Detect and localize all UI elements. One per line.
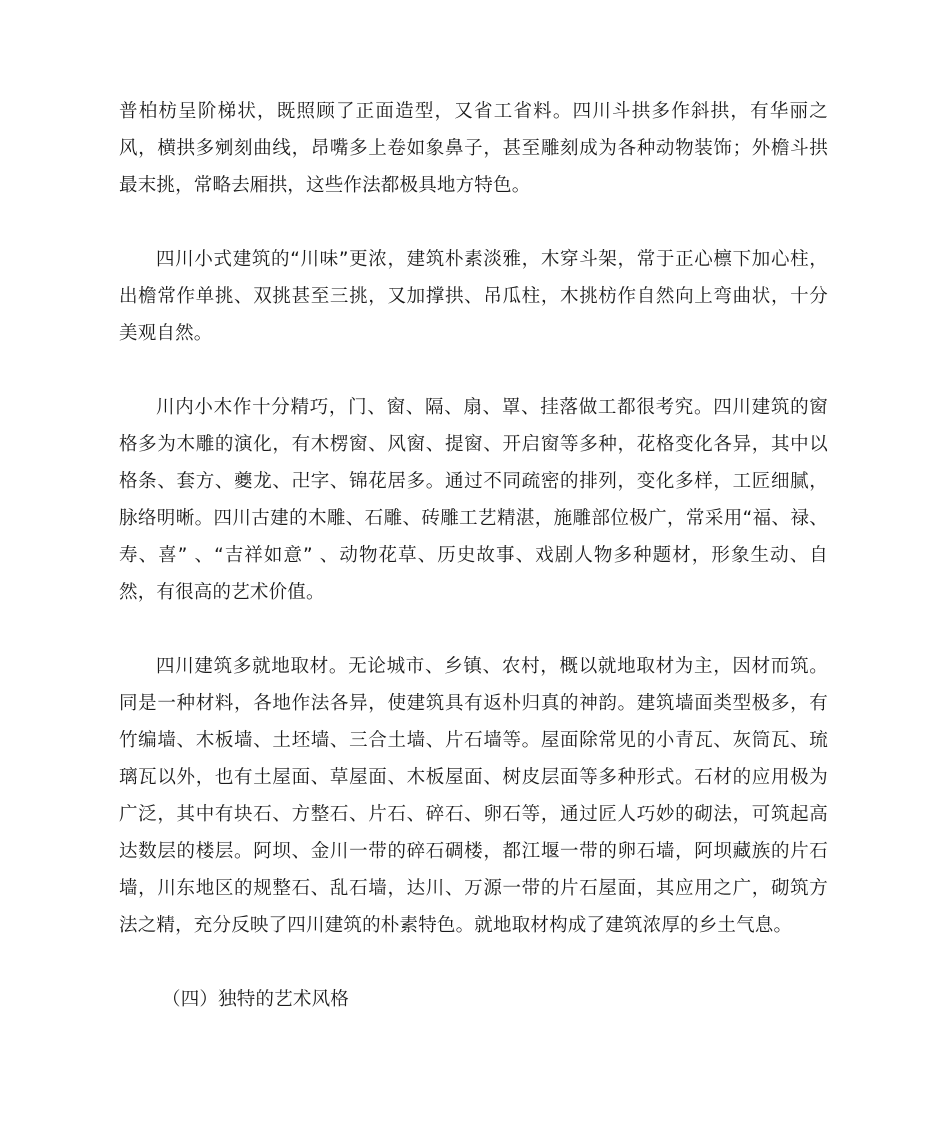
paragraph-dougong-continuation: 普柏枋呈阶梯状，既照顾了正面造型，又省工省料。四川斗拱多作斜拱，有华丽之风，横拱多剜刻曲线，昂嘴多上卷如象鼻子，甚至雕刻成为各种动物装饰；外檐斗拱最末挑，常略去厢拱，这些作法都极具地方特色。: [119, 101, 828, 196]
paragraph-local-materials: 四川建筑多就地取材。无论城市、乡镇、农村，概以就地取材为主，因材而筑。同是一种材料，各地作法各异，使建筑具有返朴归真的神韵。建筑墙面类型极多，有竹编墙、木板墙、土坯墙、三合土墙、片石墙等。屋面除常见的小青瓦、灰筒瓦、琉璃瓦以外，也有土屋面、草屋面、木板屋面、树皮层面等多种形式。石材的应用极为广泛，其中有块石、方整石、片石、碎石、卵石等，通过匠人巧妙的砌法，可筑起高达数层的楼层。阿坝、金川一带的碎石碉楼，都江堰一带的卵石墙，阿坝藏族的片石墙，川东地区的规整石、乱石墙，达川、万源一带的片石屋面，其应用之广，砌筑方法之精，充分反映了四川建筑的朴素特色。就地取材构成了建筑浓厚的乡土气息。: [119, 656, 828, 936]
paragraph-woodwork-carving: 川内小木作十分精巧，门、窗、隔、扇、罩、挂落做工都很考究。四川建筑的窗格多为木雕的演化，有木楞窗、风窗、提窗、开启窗等多种，花格变化各异，其中以格条、套方、夔龙、卍字、锦花居多。通过不同疏密的排列，变化多样，工匠细腻，脉络明晰。四川古建的木雕、石雕、砖雕工艺精湛，施雕部位极广，常采用“福、禄、寿、喜” 、“吉祥如意” 、动物花草、历史故事、戏剧人物多种题材，形象生动、自然，有很高的艺术价值。: [119, 397, 828, 603]
paragraph-spacer: [119, 204, 828, 241]
document-body: [119, 93, 828, 1018]
paragraph-spacer: [119, 611, 828, 648]
section-heading: （四）独特的艺术风格: [162, 989, 350, 1010]
paragraph-spacer: [119, 352, 828, 389]
paragraph-spacer: [119, 944, 828, 981]
paragraph-small-style-architecture: 四川小式建筑的“川味”更浓，建筑朴素淡雅，木穿斗架，常于正心檩下加心柱，出檐常作单挑、双挑甚至三挑，又加撑拱、吊瓜柱，木挑枋作自然向上弯曲状，十分美观自然。: [119, 249, 828, 344]
